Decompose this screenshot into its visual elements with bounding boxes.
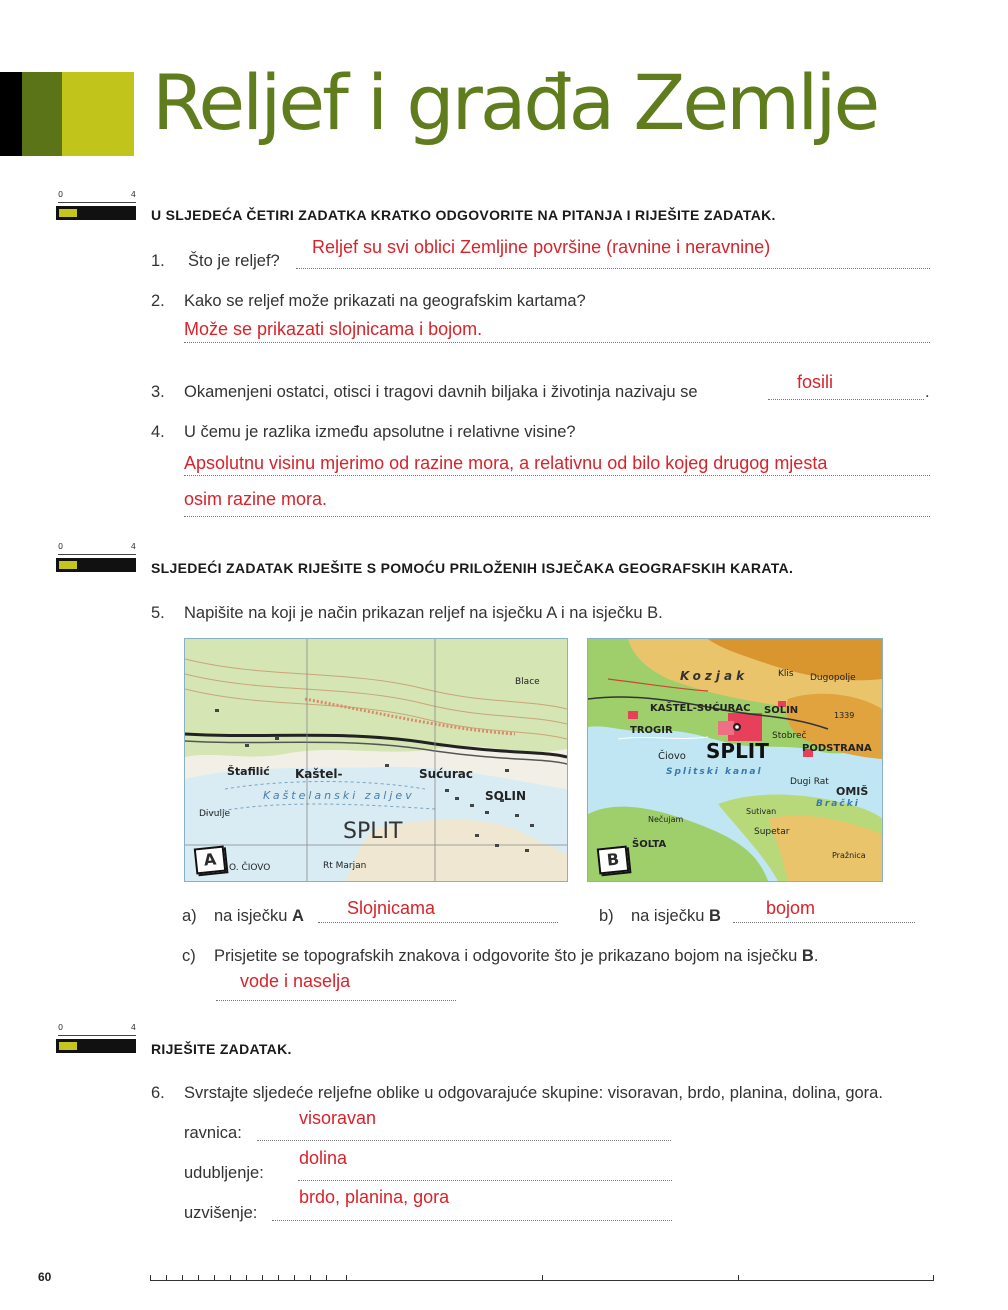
map-b-label-dugi-rat: Dugi Rat bbox=[790, 777, 829, 787]
map-b-label-kanal: Splitski kanal bbox=[666, 767, 763, 777]
map-a-drawing bbox=[185, 639, 567, 881]
map-b-label-kozjak: Kozjak bbox=[680, 669, 749, 683]
ruler-tick bbox=[166, 1275, 167, 1280]
q1-text: Što je reljef? bbox=[188, 252, 280, 270]
q6-row-answer-ravnica: visoravan bbox=[299, 1108, 377, 1128]
q5a-answer: Slojnicama bbox=[347, 898, 436, 918]
map-a-label-marjan: Rt Marjan bbox=[323, 861, 367, 871]
map-b-label-solin: SOLIN bbox=[764, 705, 799, 716]
q5a-label: a) bbox=[182, 907, 197, 925]
q4-answer-line1: Apsolutnu visinu mjerimo od razine mora, a relativnu od bilo kojeg drugog mjesta bbox=[184, 453, 828, 473]
q3-answer-line bbox=[768, 399, 924, 400]
footer-ruler bbox=[150, 1280, 934, 1281]
map-a-label-stafilic: Štafilić bbox=[227, 765, 270, 778]
map-a-contour bbox=[184, 638, 568, 882]
ruler-tick bbox=[294, 1275, 295, 1280]
q5a-text: na isječku A bbox=[214, 907, 304, 925]
ruler-tick bbox=[738, 1275, 739, 1280]
q2-answer: Može se prikazati slojnicama i bojom. bbox=[184, 319, 483, 339]
map-b-label-kastel: KAŠTEL-SUĆURAC bbox=[650, 703, 751, 714]
ruler-tick bbox=[214, 1275, 215, 1280]
map-a-label-kastel: Kaštel- bbox=[295, 767, 343, 781]
ruler-tick bbox=[198, 1275, 199, 1280]
q5c-answer: vode i naselja bbox=[240, 971, 351, 991]
page-title: Reljef i građa Zemlje bbox=[152, 58, 878, 147]
map-a-label-solin: SOLIN bbox=[485, 789, 526, 803]
map-b-label-dugopolje: Dugopolje bbox=[810, 673, 856, 683]
map-b-label-solta: ŠOLTA bbox=[632, 839, 667, 850]
map-b-badge: B bbox=[597, 846, 630, 875]
page-number: 60 bbox=[38, 1270, 52, 1284]
q6-row-line-ravnica bbox=[257, 1140, 671, 1141]
q5b-answer: bojom bbox=[766, 898, 816, 918]
map-a-label-blace: Blace bbox=[515, 677, 540, 687]
map-b-color-relief bbox=[587, 638, 883, 882]
ruler-tick bbox=[310, 1275, 311, 1280]
header-block-dark-green bbox=[22, 72, 62, 156]
map-b-label-split: SPLIT bbox=[706, 739, 769, 763]
q5c-answer-line bbox=[216, 1000, 456, 1001]
ruler-tick bbox=[230, 1275, 231, 1280]
map-b-label-omis: OMIŠ bbox=[836, 785, 869, 798]
q6-number: 6. bbox=[151, 1084, 165, 1102]
q2-number: 2. bbox=[151, 292, 165, 310]
header-block-black bbox=[0, 72, 22, 156]
map-b-label-necujam: Nečujam bbox=[648, 815, 684, 824]
map-b-label-trogir: TROGIR bbox=[630, 725, 673, 736]
q1-answer: Reljef su svi oblici Zemljine površine (ravnine i neravnine) bbox=[312, 237, 771, 257]
q6-text: Svrstajte sljedeće reljefne oblike u odgovarajuće skupine: visoravan, brdo, planina, dolina, gora. bbox=[184, 1084, 883, 1102]
difficulty-marker: 0 4 bbox=[56, 1025, 136, 1053]
q3-number: 3. bbox=[151, 383, 165, 401]
ruler-tick bbox=[542, 1275, 543, 1280]
q6-row-line-uzvisenje bbox=[272, 1220, 672, 1221]
q2-answer-line bbox=[184, 342, 930, 343]
ruler-tick bbox=[150, 1275, 151, 1280]
map-b-label-podstrana: PODSTRANA bbox=[802, 743, 872, 754]
q4-answer-line2: osim razine mora. bbox=[184, 489, 328, 509]
header-block-lime bbox=[62, 72, 134, 156]
q4-answer-line-2 bbox=[184, 516, 930, 517]
map-a-label-divulje: Divulje bbox=[199, 809, 230, 819]
q6-row-label-ravnica: ravnica: bbox=[184, 1124, 242, 1142]
map-a-label-zaljev: Kaštelanski zaljev bbox=[263, 789, 415, 802]
map-b-label-praznica: Pražnica bbox=[832, 851, 866, 860]
ruler-tick bbox=[933, 1275, 934, 1280]
q4-text: U čemu je razlika između apsolutne i relativne visine? bbox=[184, 423, 576, 441]
ruler-tick bbox=[182, 1275, 183, 1280]
map-b-label-bracki: Brački bbox=[816, 799, 860, 809]
q1-answer-line bbox=[296, 268, 930, 269]
map-b-label-supetar: Supetar bbox=[754, 827, 790, 837]
ruler-tick bbox=[278, 1275, 279, 1280]
q6-row-label-udubljenje: udubljenje: bbox=[184, 1164, 264, 1182]
section2-instruction: SLJEDEĆI ZADATAK RIJEŠITE S POMOĆU PRILOŽENIH ISJEČAKA GEOGRAFSKIH KARATA. bbox=[151, 560, 794, 576]
q5b-text: na isječku B bbox=[631, 907, 721, 925]
map-b-label-ciovo: Čiovo bbox=[658, 751, 686, 762]
q3-end: . bbox=[925, 383, 930, 401]
q3-text: Okamenjeni ostatci, otisci i tragovi davnih biljaka i životinja nazivaju se bbox=[184, 383, 698, 401]
q5-number: 5. bbox=[151, 604, 165, 622]
q4-answer-line-1 bbox=[184, 475, 930, 476]
q5a-answer-line bbox=[318, 922, 558, 923]
q1-number: 1. bbox=[151, 252, 165, 270]
ruler-tick bbox=[262, 1275, 263, 1280]
map-b-label-klis: Klis bbox=[778, 669, 794, 679]
map-a-label-split: SPLIT bbox=[343, 819, 403, 844]
ruler-tick bbox=[326, 1275, 327, 1280]
ruler-tick bbox=[246, 1275, 247, 1280]
difficulty-marker: 0 4 bbox=[56, 192, 136, 220]
q4-number: 4. bbox=[151, 423, 165, 441]
section1-instruction: U SLJEDEĆA ČETIRI ZADATKA KRATKO ODGOVORITE NA PITANJA I RIJEŠITE ZADATAK. bbox=[151, 207, 776, 223]
q5-text: Napišite na koji je način prikazan reljef na isječku A i na isječku B. bbox=[184, 604, 663, 622]
map-b-label-sutivan: Sutivan bbox=[746, 807, 777, 816]
q5b-answer-line bbox=[733, 922, 915, 923]
ruler-tick bbox=[346, 1275, 347, 1280]
q5c-text: Prisjetite se topografskih znakova i odgovorite što je prikazano bojom na isječku B. bbox=[214, 947, 819, 965]
q6-row-answer-udubljenje: dolina bbox=[299, 1148, 348, 1168]
map-a-badge: A bbox=[194, 846, 227, 875]
map-b-label-stobrec: Stobreč bbox=[772, 731, 807, 741]
map-a-label-ciovo: O. ČIOVO bbox=[229, 863, 271, 873]
q5c-label: c) bbox=[182, 947, 196, 965]
q2-text: Kako se reljef može prikazati na geografskim kartama? bbox=[184, 292, 586, 310]
q6-row-answer-uzvisenje: brdo, planina, gora bbox=[299, 1187, 450, 1207]
map-b-label-peak: 1339 bbox=[834, 711, 855, 720]
q3-answer: fosili bbox=[797, 372, 834, 392]
section3-instruction: RIJEŠITE ZADATAK. bbox=[151, 1041, 292, 1057]
q6-row-line-udubljenje bbox=[298, 1180, 672, 1181]
q5b-label: b) bbox=[599, 907, 614, 925]
q6-row-label-uzvisenje: uzvišenje: bbox=[184, 1204, 258, 1222]
map-a-label-sucurac: Sućurac bbox=[419, 767, 473, 781]
difficulty-marker: 0 4 bbox=[56, 544, 136, 572]
